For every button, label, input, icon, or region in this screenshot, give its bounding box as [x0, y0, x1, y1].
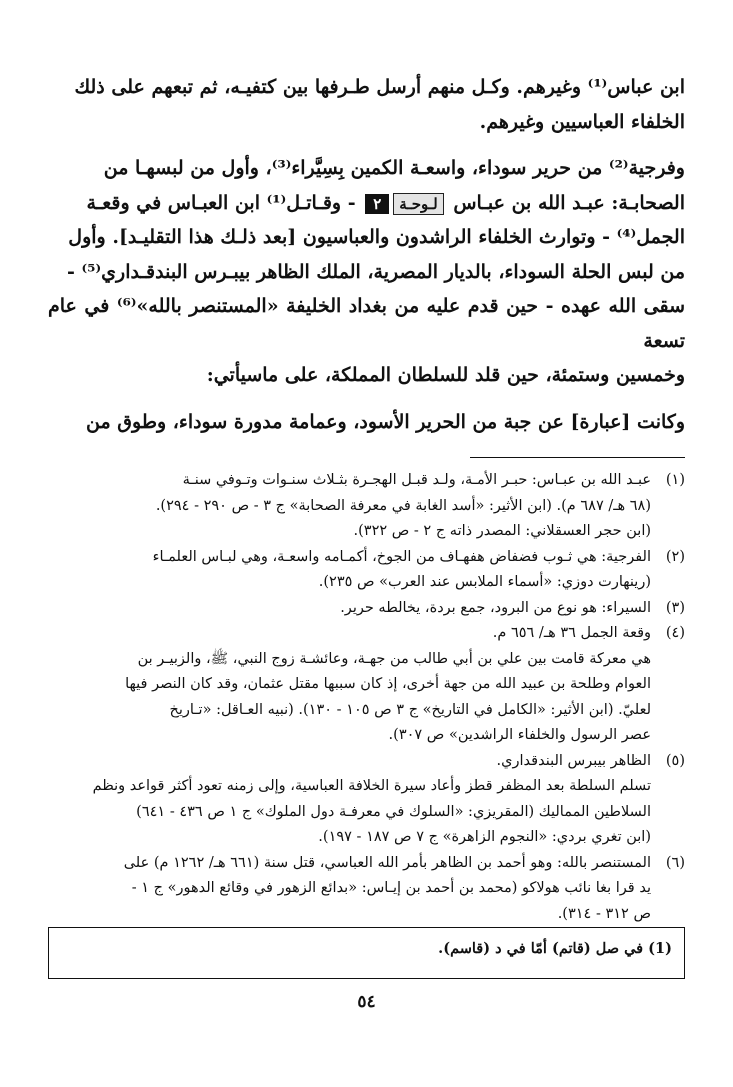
editor-note: (1) في صل (قاتم) أمّا في د (قاسم).: [438, 940, 672, 957]
main-line: سقى الله عهده - حين قدم عليه من بغداد الخليفة «المستنصر بالله»⁽⁶⁾ في عام تسعة: [48, 295, 685, 352]
footnote-line: هي معركة قامت بين علي بن أبي طالب من جهـة، وعائشـة زوج النبي، ﷺ، والزبيـر بن: [137, 650, 651, 667]
main-line: الخلفاء العباسيين وغيرهم.: [479, 110, 685, 133]
footnote-number: (٤): [665, 625, 685, 641]
main-text: [48, 70, 685, 439]
footnote-number: (٢): [665, 548, 685, 565]
footnote-number: (٣): [665, 599, 685, 616]
main-line-with-plate: [48, 186, 685, 221]
plate-reference-badge: [365, 193, 444, 215]
footnote-line: ص ٣١٢ - ٣١٤).: [557, 905, 651, 922]
footnote-line: لعليّ. (ابن الأثير: «الكامل في التاريخ» ج ٣ ص ١٠٥ - ١٣٠). (نبيه العـاقل: «تـاريخ: [169, 701, 651, 718]
main-line: وفرجية⁽²⁾ من حرير سوداء، واسعـة الكمين بِسِيَّراء⁽³⁾، وأول من لبسهـا من: [103, 157, 685, 179]
main-line-part: - وقـاتـل⁽¹⁾ ابن العبـاس في وقعـة: [86, 191, 356, 214]
plate-number: ٢: [365, 194, 389, 214]
footnote-line: (٦٨ هـ/ ٦٨٧ م). (ابن الأثير: «أسد الغابة في معرفة الصحابة» ج ٣ - ص ٢٩٠ - ٢٩٤).: [155, 497, 651, 514]
footnote-line: الظاهر بيبرس البندقداري.: [496, 752, 651, 769]
footnotes: [48, 468, 685, 927]
document-page: [48, 70, 685, 1087]
footnote: [48, 621, 685, 749]
footnote-line: (ابن تغري بردي: «النجوم الزاهرة» ج ٧ ص ١٨٧ - ١٩٧).: [318, 829, 651, 845]
footnote-line: (رينهارت دوزي: «أسماء الملابس عند العرب» ص ٢٣٥).: [318, 574, 651, 590]
footnote-line: السلاطين المماليك (المقريزي: «السلوك في معرفـة دول الملوك» ج ١ ص ٤٣٦ - ٦٤١): [136, 803, 651, 820]
footnote-number: (١): [665, 472, 685, 488]
footnote-number: (٥): [665, 752, 685, 769]
page-number: ٥٤: [357, 992, 376, 1012]
footnote: [48, 468, 685, 545]
main-line: الجمل⁽⁴⁾ - وتوارث الخلفاء الراشدون والعباسيون [بعد ذلـك هذا التقليـد]. وأول: [68, 226, 685, 248]
footnote-line: الفرجية: هي ثـوب فضفاض هفهـاف من الجوخ، أكمـامه واسعـة، وهي لبـاس العلمـاء: [152, 548, 651, 565]
footnote: [48, 851, 685, 928]
footnote-number: (٦): [665, 854, 685, 871]
footnote-line: (ابن حجر العسقلاني: المصدر ذاته ج ٢ - ص ٣٢٢).: [353, 523, 651, 539]
footnote-line: يد قرا بغا نائب هولاكو (محمد بن أحمد بن إيـاس: «بدائع الزهور في وقائع الدهور» ج ١ -: [131, 880, 651, 896]
main-line: من لبس الحلة السوداء، بالديار المصرية، الملك الظاهر بيبـرس البندقـداري⁽⁵⁾ -: [67, 260, 685, 283]
footnote-line: عصر الرسول والخلفاء الراشدين» ص ٣٠٧).: [388, 727, 651, 743]
editor-note-box: [48, 927, 685, 979]
main-line: وكانت [عبارة] عن جبة من الحرير الأسود، وعمامة مدورة سوداء، وطوق من: [86, 410, 685, 433]
footnote-line: وقعة الجمل ٣٦ هـ/ ٦٥٦ م.: [492, 625, 651, 641]
plate-label: لـوحـة: [393, 193, 443, 215]
footnote: [48, 545, 685, 596]
footnote: [48, 596, 685, 622]
footnote: [48, 749, 685, 851]
footnote-line: عبـد الله بن عبـاس: حبـر الأمـة، ولـد قبـل الهجـرة بثـلاث سنـوات وتـوفي سنـة: [182, 472, 651, 488]
footnote-line: السيراء: هو نوع من البرود، جمع بردة، يخالطه حرير.: [340, 599, 651, 616]
main-line: وخمسين وستمئة، حين قلد للسلطان المملكة، على ماسيأتي:: [206, 364, 685, 386]
footnote-line: تسلم السلطة بعد المظفر قطز وأعاد سيرة الخلافة العباسية، وإلى زمنه تعود أكثر قواعد ونظم: [92, 778, 651, 794]
main-line-part: الصحابـة: عبـد الله بن عبـاس: [453, 191, 685, 214]
main-line: ابن عباس⁽¹⁾ وغيرهم. وكـل منهم أرسل طـرفها بين كتفيـه، ثم تبعهم على ذلك: [74, 76, 685, 98]
footnote-line: العوام وطلحة بن عبيد الله من جهة أخرى، إذ كان سببها مقتل عثمان، وقد كان النصر فيها: [125, 676, 651, 692]
footnote-line: المستنصر بالله: وهو أحمد بن الظاهر بأمر الله العباسي، قتل سنة (٦٦١ هـ/ ١٢٦٢ م) على: [123, 854, 651, 871]
footnote-separator: [470, 457, 685, 458]
